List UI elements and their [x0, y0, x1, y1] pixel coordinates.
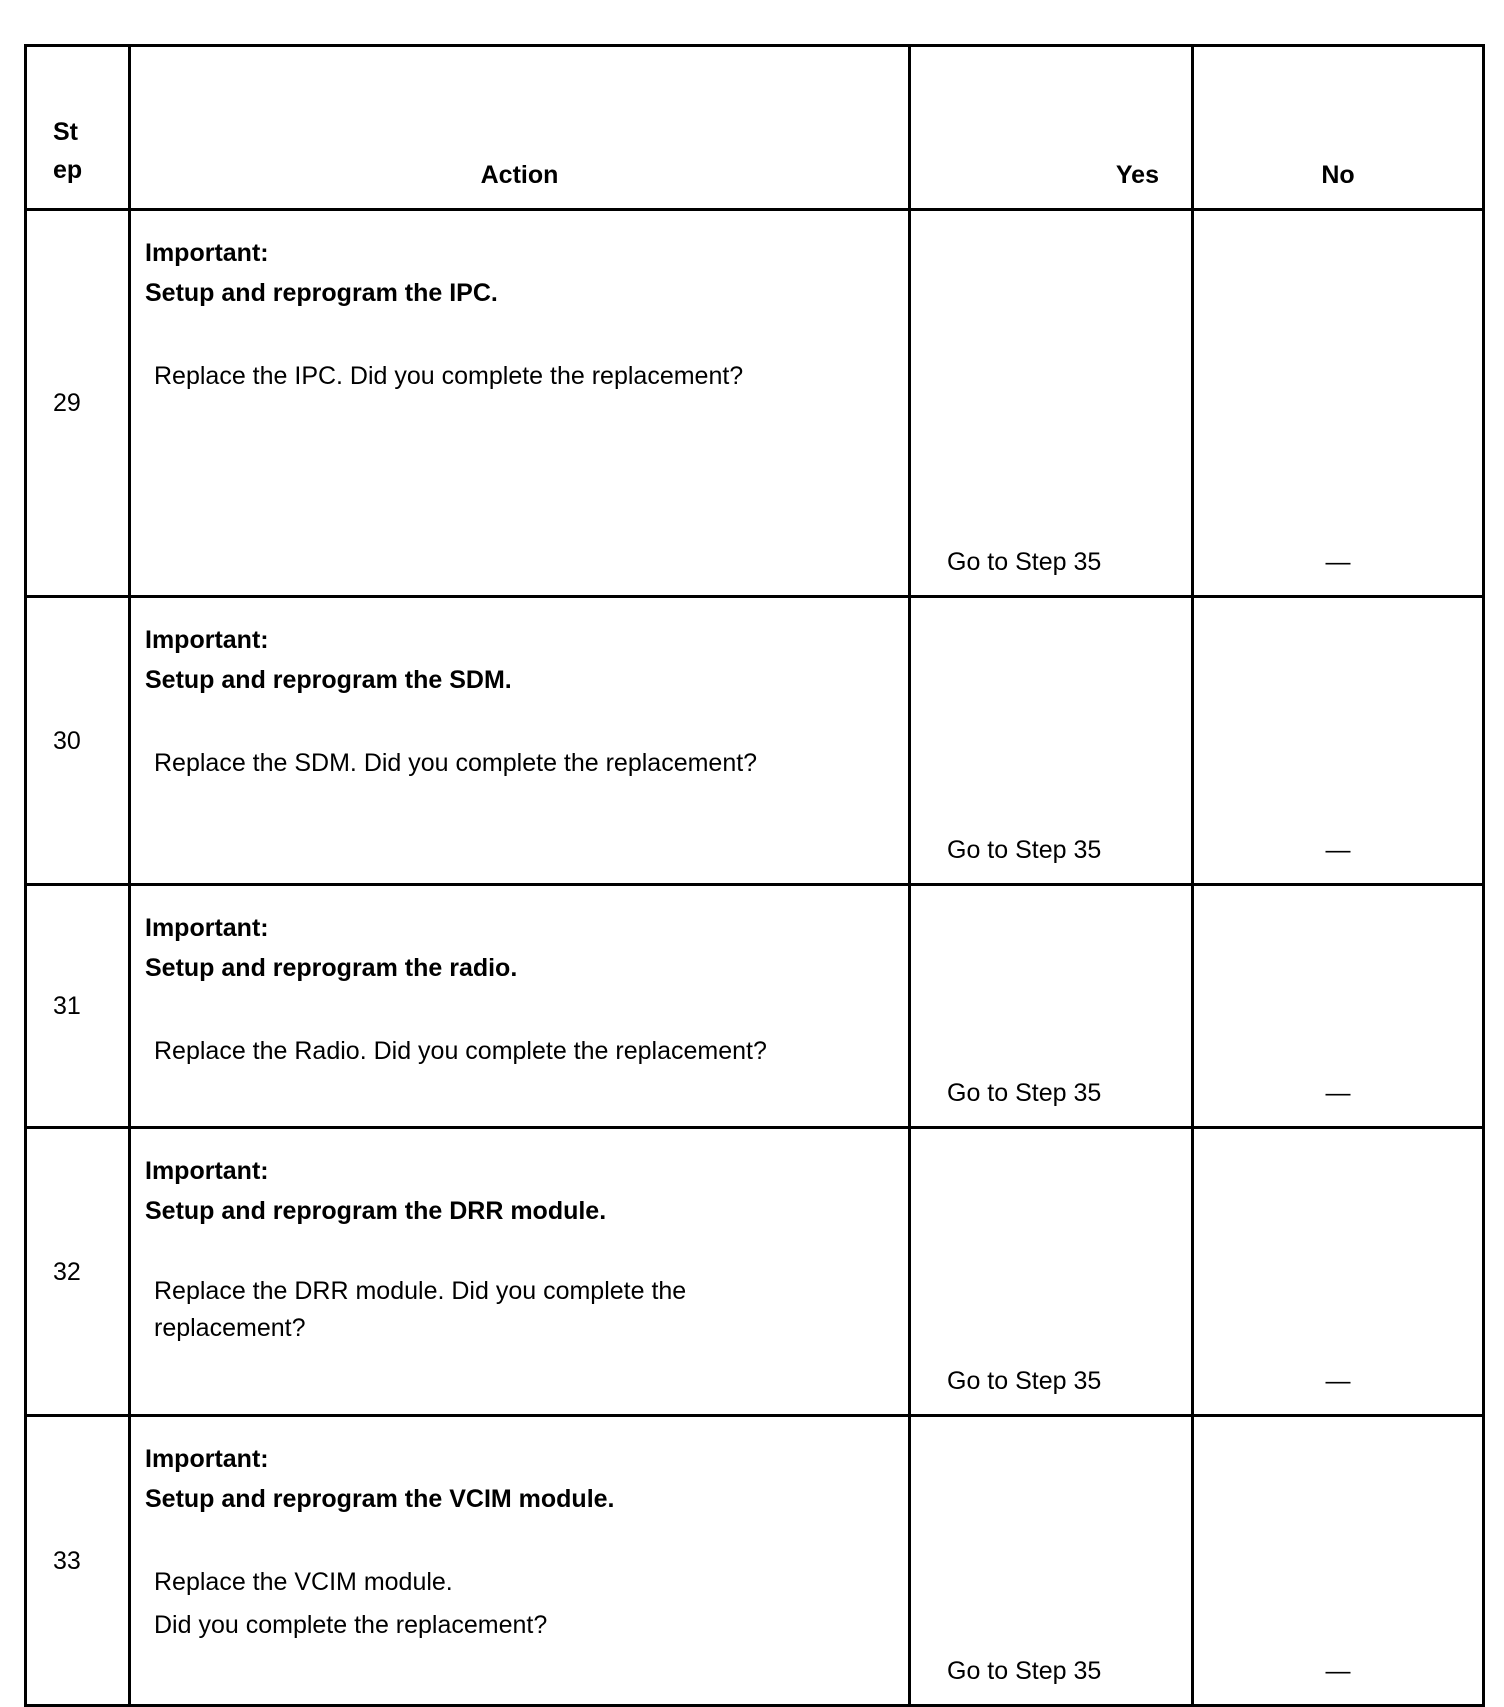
yes-result: Go to Step 35	[910, 210, 1193, 597]
step-number: 29	[26, 210, 130, 597]
important-label: Important:	[145, 914, 269, 942]
instruction-line: Replace the SDM. Did you complete the replacement?	[154, 749, 758, 777]
instruction-line: Replace the VCIM module.	[154, 1568, 453, 1596]
important-label: Important:	[145, 626, 269, 654]
yes-result: Go to Step 35	[910, 1416, 1193, 1706]
important-text: Setup and reprogram the VCIM module.	[145, 1485, 615, 1513]
action-cell	[130, 885, 910, 1128]
instruction	[145, 1273, 714, 1347]
no-result: —	[1193, 210, 1484, 597]
instruction-line: Did you complete the replacement?	[154, 1611, 548, 1639]
header-step	[26, 46, 130, 210]
no-result: —	[1193, 1416, 1484, 1706]
important-text: Setup and reprogram the DRR module.	[145, 1197, 607, 1225]
no-result: —	[1193, 885, 1484, 1128]
yes-result: Go to Step 35	[910, 1128, 1193, 1416]
important-label: Important:	[145, 239, 269, 267]
instruction	[145, 1561, 888, 1647]
header-no: No	[1193, 46, 1484, 210]
action-cell	[130, 1128, 910, 1416]
header-row	[26, 46, 1484, 210]
table-row	[26, 210, 1484, 597]
important-label: Important:	[145, 1445, 269, 1473]
step-number: 33	[26, 1416, 130, 1706]
important-text: Setup and reprogram the radio.	[145, 954, 518, 982]
instruction	[145, 1030, 888, 1073]
action-cell	[130, 597, 910, 885]
header-step-line2: ep	[53, 156, 83, 185]
action-cell	[130, 210, 910, 597]
step-number: 32	[26, 1128, 130, 1416]
important-label: Important:	[145, 1157, 269, 1185]
instruction-line: Replace the DRR module. Did you complete the replacement?	[154, 1277, 687, 1342]
instruction	[145, 355, 888, 398]
yes-result: Go to Step 35	[910, 885, 1193, 1128]
step-number: 31	[26, 885, 130, 1128]
no-result: —	[1193, 1128, 1484, 1416]
important-text: Setup and reprogram the IPC.	[145, 279, 498, 307]
important-text: Setup and reprogram the SDM.	[145, 666, 512, 694]
step-number: 30	[26, 597, 130, 885]
header-yes: Yes	[910, 46, 1193, 210]
procedure-table	[24, 44, 1485, 1707]
table-row	[26, 885, 1484, 1128]
header-step-line1: St	[53, 117, 78, 146]
table-row	[26, 1128, 1484, 1416]
table-row	[26, 1416, 1484, 1706]
instruction-line: Replace the Radio. Did you complete the replacement?	[154, 1037, 767, 1065]
instruction-line: Replace the IPC. Did you complete the replacement?	[154, 362, 744, 390]
yes-result: Go to Step 35	[910, 597, 1193, 885]
instruction	[145, 742, 888, 785]
header-action: Action	[130, 46, 910, 210]
action-cell	[130, 1416, 910, 1706]
table-row	[26, 597, 1484, 885]
no-result: —	[1193, 597, 1484, 885]
